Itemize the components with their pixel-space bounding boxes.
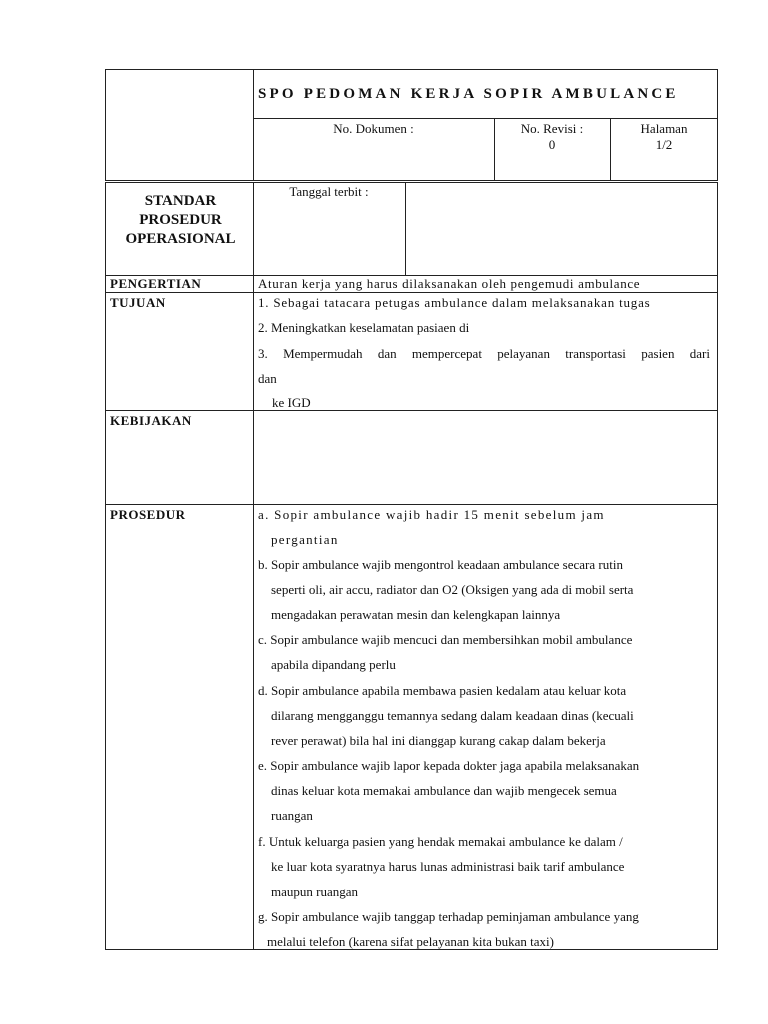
tujuan-item-3-cont: dan — [258, 371, 277, 386]
prosedur-line: b. Sopir ambulance wajib mengontrol keadaan ambulance secara rutin — [258, 557, 623, 572]
tujuan-item-1: 1. Sebagai tatacara petugas ambulance dalam melaksanakan tugas — [258, 295, 651, 310]
side-heading-line-3: OPERASIONAL — [125, 231, 236, 247]
prosedur-line: apabila dipandang perlu — [271, 657, 396, 672]
prosedur-line: dilarang mengganggu temannya sedang dalam keadaan dinas (kecuali — [271, 708, 634, 723]
prosedur-line: maupun ruangan — [271, 884, 359, 899]
prosedur-line: seperti oli, air accu, radiator dan O2 (Oksigen yang ada di mobil serta — [271, 582, 634, 597]
prosedur-line: f. Untuk keluarga pasien yang hendak memakai ambulance ke dalam / — [258, 834, 623, 849]
no-revisi-value: 0 — [548, 137, 556, 152]
prosedur-line: e. Sopir ambulance wajib lapor kepada dokter jaga apabila melaksanakan — [258, 758, 640, 773]
no-revisi-label: No. Revisi : — [520, 121, 584, 136]
prosedur-line: g. Sopir ambulance wajib tanggap terhadap peminjaman ambulance yang — [258, 909, 639, 924]
prosedur-line: rever perawat) bila hal ini dianggap kurang cakap dalam bekerja — [271, 733, 606, 748]
prosedur-line: ke luar kota syaratnya harus lunas administrasi baik tarif ambulance — [271, 859, 625, 874]
side-heading-line-1: STANDAR — [144, 193, 217, 209]
kebijakan-label: KEBIJAKAN — [110, 413, 192, 428]
prosedur-line: pergantian — [271, 532, 339, 547]
prosedur-line: ruangan — [271, 808, 313, 823]
tujuan-item-3: 3. Mempermudah dan mempercepat pelayanan transportasi pasien dari — [258, 346, 710, 361]
prosedur-line: melalui telefon (karena sifat pelayanan kita bukan taxi) — [267, 934, 554, 949]
prosedur-line: d. Sopir ambulance apabila membawa pasien kedalam atau keluar kota — [258, 683, 627, 698]
halaman-value: 1/2 — [655, 137, 673, 152]
row-divider-kebijakan — [105, 410, 718, 411]
tujuan-item-3-cont-2: ke IGD — [272, 395, 311, 410]
tanggal-divider — [405, 182, 406, 275]
header-row-divider — [253, 118, 718, 119]
prosedur-label: PROSEDUR — [110, 507, 186, 522]
halaman-label: Halaman — [640, 121, 688, 136]
prosedur-line: mengadakan perawatan mesin dan kelengkapan lainnya — [271, 607, 561, 622]
prosedur-line: a. Sopir ambulance wajib hadir 15 menit sebelum jam — [258, 507, 605, 522]
tujuan-item-2: 2. Meningkatkan keselamatan pasiaen di — [258, 320, 470, 335]
prosedur-line: c. Sopir ambulance wajib mencuci dan membersihkan mobil ambulance — [258, 632, 633, 647]
pengertian-text: Aturan kerja yang harus dilaksanakan oleh pengemudi ambulance — [258, 276, 641, 291]
side-heading — [108, 192, 253, 249]
tujuan-label: TUJUAN — [110, 295, 166, 310]
side-heading-line-2: PROSEDUR — [139, 212, 222, 228]
body-label-divider — [253, 182, 254, 950]
prosedur-line: dinas keluar kota memakai ambulance dan wajib mengecek semua — [271, 783, 617, 798]
pengertian-label: PENGERTIAN — [110, 276, 202, 291]
tanggal-terbit-label: Tanggal terbit : — [289, 184, 369, 199]
document-title: SPO PEDOMAN KERJA SOPIR AMBULANCE — [258, 86, 679, 102]
no-dokumen-label: No. Dokumen : — [333, 121, 414, 136]
row-divider-tujuan — [105, 292, 718, 293]
row-divider-prosedur — [105, 504, 718, 505]
